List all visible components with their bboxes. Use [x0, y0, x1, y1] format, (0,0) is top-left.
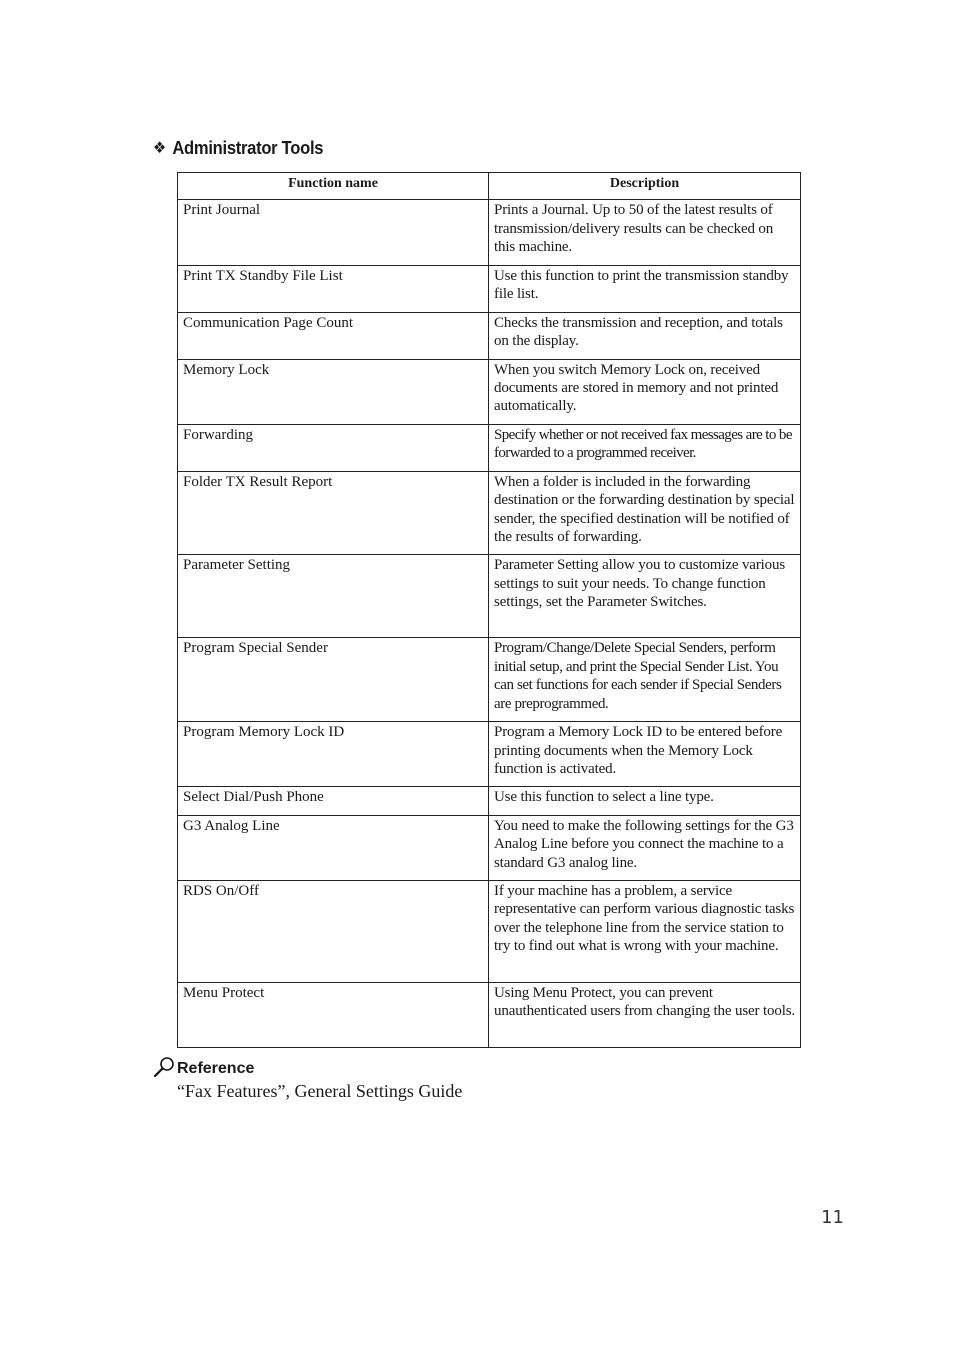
- administrator-tools-table: [177, 172, 801, 1048]
- table-row: [178, 982, 801, 1047]
- section-heading: [153, 138, 323, 159]
- function-name-cell: Forwarding: [178, 424, 489, 471]
- function-name-cell: RDS On/Off: [178, 880, 489, 982]
- function-name-cell: Parameter Setting: [178, 555, 489, 638]
- table-header-row: [178, 173, 801, 200]
- function-name-cell: Print Journal: [178, 200, 489, 265]
- description-cell: Using Menu Protect, you can prevent unauthenticated users from changing the user tools.: [489, 982, 801, 1047]
- column-header-function-name: Function name: [178, 173, 489, 200]
- description-cell: Program a Memory Lock ID to be entered before printing documents when the Memory Lock function is activated.: [489, 722, 801, 787]
- table-row: [178, 312, 801, 359]
- diamond-bullet-icon: ❖: [153, 139, 166, 157]
- table-row: [178, 359, 801, 424]
- description-cell: Prints a Journal. Up to 50 of the latest results of transmission/delivery results can be checked on this machine.: [489, 200, 801, 265]
- function-name-cell: G3 Analog Line: [178, 815, 489, 880]
- section-title: Administrator Tools: [172, 138, 324, 158]
- description-cell: When you switch Memory Lock on, received documents are stored in memory and not printed automatically.: [489, 359, 801, 424]
- function-name-cell: Folder TX Result Report: [178, 471, 489, 555]
- function-name-cell: Communication Page Count: [178, 312, 489, 359]
- description-cell: If your machine has a problem, a service representative can perform various diagnostic tasks over the telephone line from the service station to try to find out what is wrong with your machine.: [489, 880, 801, 982]
- description-cell: Use this function to print the transmission standby file list.: [489, 265, 801, 312]
- description-cell: Checks the transmission and reception, and totals on the display.: [489, 312, 801, 359]
- page-number: 11: [821, 1207, 844, 1228]
- description-cell: Program/Change/Delete Special Senders, perform initial setup, and print the Special Sender List. You can set functions for each sender if Special Senders are preprogrammed.: [489, 638, 801, 722]
- column-header-description: Description: [489, 173, 801, 200]
- table-row: [178, 638, 801, 722]
- description-cell: Parameter Setting allow you to customize various settings to suit your needs. To change function settings, set the Parameter Switches.: [489, 555, 801, 638]
- description-cell: You need to make the following settings for the G3 Analog Line before you connect the machine to a standard G3 analog line.: [489, 815, 801, 880]
- function-name-cell: Memory Lock: [178, 359, 489, 424]
- description-cell: Use this function to select a line type.: [489, 787, 801, 815]
- table-row: [178, 787, 801, 815]
- function-name-cell: Print TX Standby File List: [178, 265, 489, 312]
- reference-note: [153, 1056, 462, 1102]
- table-row: [178, 471, 801, 555]
- function-name-cell: Program Special Sender: [178, 638, 489, 722]
- description-cell: When a folder is included in the forwarding destination or the forwarding destination by special sender, the specified destination will be notified of the results of forwarding.: [489, 471, 801, 555]
- reference-heading: [153, 1056, 462, 1078]
- function-name-cell: Program Memory Lock ID: [178, 722, 489, 787]
- description-cell: Specify whether or not received fax messages are to be forwarded to a programmed receiver.: [489, 424, 801, 471]
- table-row: [178, 722, 801, 787]
- function-name-cell: Menu Protect: [178, 982, 489, 1047]
- magnifier-icon: [153, 1056, 177, 1078]
- reference-title: Reference: [177, 1060, 255, 1077]
- table-row: [178, 880, 801, 982]
- table-row: [178, 555, 801, 638]
- table-row: [178, 424, 801, 471]
- table-row: [178, 815, 801, 880]
- table-row: [178, 265, 801, 312]
- table-row: [178, 200, 801, 265]
- reference-text: “Fax Features”, General Settings Guide: [177, 1081, 463, 1101]
- function-name-cell: Select Dial/Push Phone: [178, 787, 489, 815]
